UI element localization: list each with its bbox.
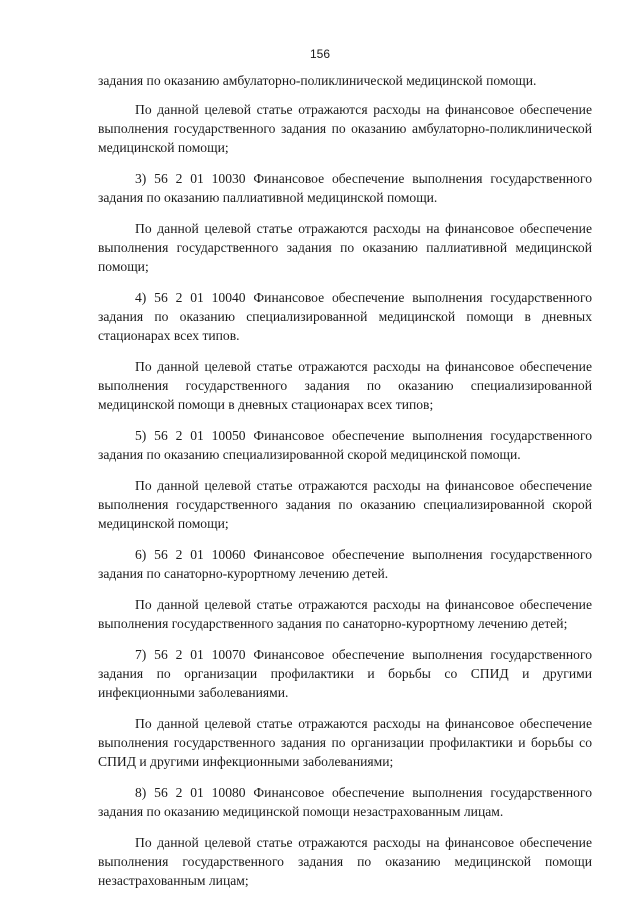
paragraph-description: По данной целевой статье отражаются расходы на финансовое обеспечение выполнения государственного задания по оказанию медицинской помощи незастрахованным лицам; — [98, 835, 592, 888]
paragraph-item-6: 6) 56 2 01 10060 Финансовое обеспечение выполнения государственного задания по санаторно-курортному лечению детей. — [98, 547, 592, 581]
paragraph-item-4: 4) 56 2 01 10040 Финансовое обеспечение выполнения государственного задания по оказанию специализированной медицинской помощи в дневных стационарах всех типов. — [98, 290, 592, 343]
paragraph-description: По данной целевой статье отражаются расходы на финансовое обеспечение выполнения государственного задания по оказанию специализированной медицинской помощи в дневных стационарах всех типов; — [98, 359, 592, 412]
document-body — [98, 71, 592, 902]
paragraph-item-3: 3) 56 2 01 10030 Финансовое обеспечение выполнения государственного задания по оказанию паллиативной медицинской помощи. — [98, 171, 592, 205]
paragraph-item-8: 8) 56 2 01 10080 Финансовое обеспечение выполнения государственного задания по оказанию медицинской помощи незастрахованным лицам. — [98, 785, 592, 819]
paragraph-description: По данной целевой статье отражаются расходы на финансовое обеспечение выполнения государственного задания по санаторно-курортному лечению детей; — [98, 597, 592, 631]
page-number: 156 — [309, 47, 331, 61]
paragraph-item-7: 7) 56 2 01 10070 Финансовое обеспечение выполнения государственного задания по организации профилактики и борьбы со СПИД и другими инфекционными заболеваниями. — [98, 647, 592, 700]
paragraph-description: По данной целевой статье отражаются расходы на финансовое обеспечение выполнения государственного задания по оказанию амбулаторно-поликлинической медицинской помощи; — [98, 102, 592, 155]
paragraph-description: По данной целевой статье отражаются расходы на финансовое обеспечение выполнения государственного задания по оказанию специализированной скорой медицинской помощи; — [98, 478, 592, 531]
paragraph-continuation: задания по оказанию амбулаторно-поликлинической медицинской помощи. — [98, 73, 537, 88]
paragraph-item-5: 5) 56 2 01 10050 Финансовое обеспечение выполнения государственного задания по оказанию специализированной скорой медицинской помощи. — [98, 428, 592, 462]
paragraph-description: По данной целевой статье отражаются расходы на финансовое обеспечение выполнения государственного задания по оказанию паллиативной медицинской помощи; — [98, 221, 592, 274]
paragraph-description: По данной целевой статье отражаются расходы на финансовое обеспечение выполнения государственного задания по организации профилактики и борьбы со СПИД и другими инфекционными заболеваниями; — [98, 716, 592, 769]
